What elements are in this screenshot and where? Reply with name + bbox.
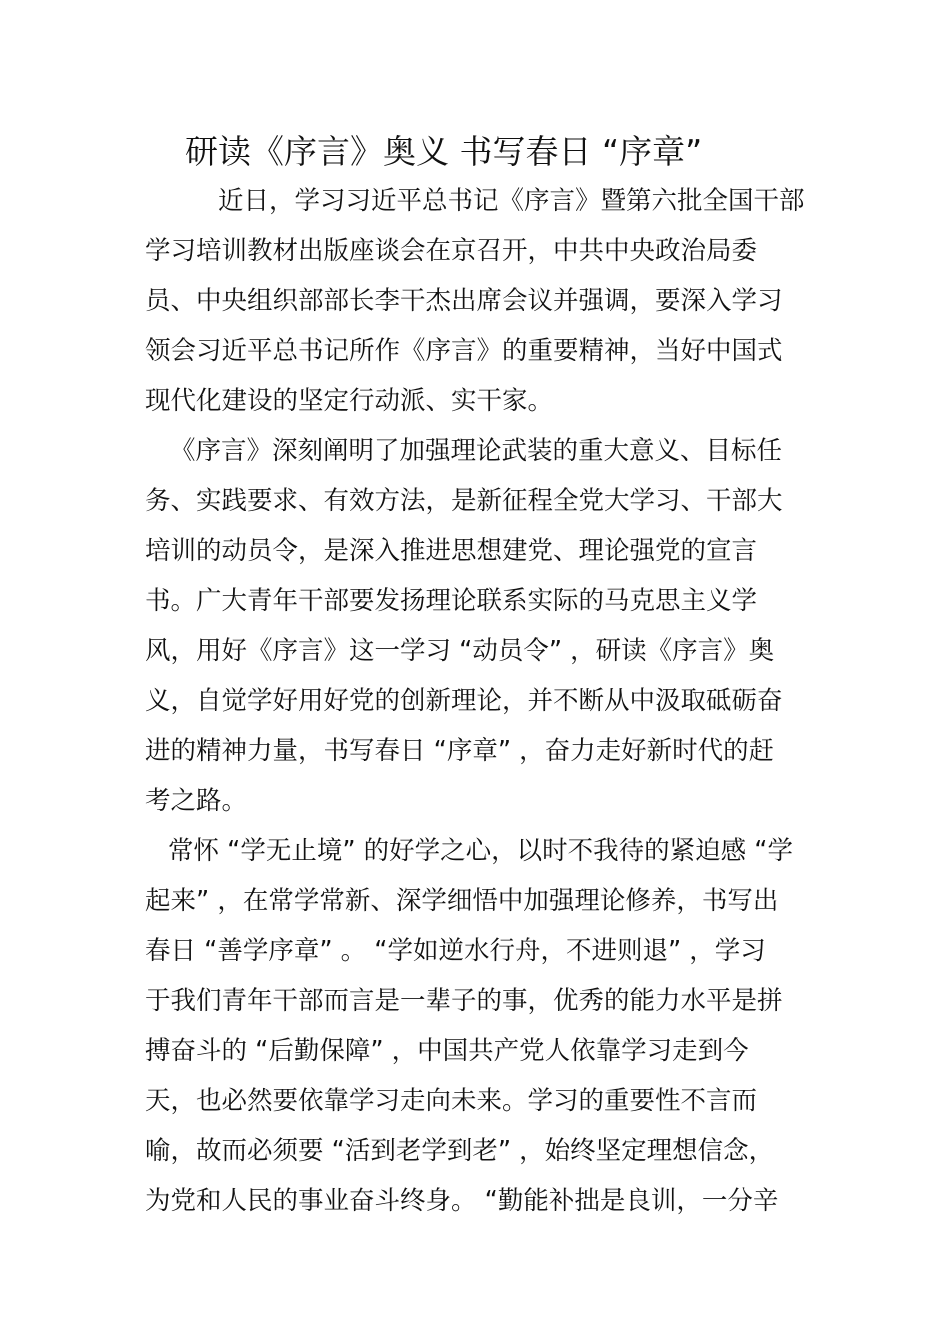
paragraph-1-line-3: 员、中央组织部部长李干杰出席会议并强调，要深入学习 bbox=[145, 286, 783, 316]
paragraph-2-line-6: 义，自觉学好用好党的创新理论，并不断从中汲取砥砺奋 bbox=[145, 686, 783, 716]
paragraph-2-line-5: 风，用好《序言》这一学习 “动员令” ，研读《序言》奥 bbox=[145, 636, 775, 666]
document-title: 研读《序言》奥义 书写春日 “序章” bbox=[185, 132, 703, 171]
paragraph-2-line-1: 《序言》深刻阐明了加强理论武装的重大意义、目标任 bbox=[170, 436, 783, 466]
paragraph-3-line-4: 于我们青年干部而言是一辈子的事，优秀的能力水平是拼 bbox=[145, 986, 783, 1016]
paragraph-3-line-1: 常怀 “学无止境” 的好学之心，以时不我待的紧迫感 “学 bbox=[168, 836, 793, 866]
paragraph-3-line-8: 为党和人民的事业奋斗终身。 “勤能补拙是良训，一分辛 bbox=[145, 1186, 779, 1216]
paragraph-1-line-2: 学习培训教材出版座谈会在京召开，中共中央政治局委 bbox=[145, 236, 758, 266]
paragraph-1-line-4: 领会习近平总书记所作《序言》的重要精神，当好中国式 bbox=[145, 336, 783, 366]
paragraph-2-line-2: 务、实践要求、有效方法，是新征程全党大学习、干部大 bbox=[145, 486, 783, 516]
paragraph-3-line-6: 天，也必然要依靠学习走向未来。学习的重要性不言而 bbox=[145, 1086, 758, 1116]
paragraph-2-line-7: 进的精神力量，书写春日 “序章” ，奋力走好新时代的赶 bbox=[145, 736, 775, 766]
paragraph-2-line-4: 书。广大青年干部要发扬理论联系实际的马克思主义学 bbox=[145, 586, 758, 616]
paragraph-1-line-1: 近日，学习习近平总书记《序言》暨第六批全国干部 bbox=[218, 186, 805, 216]
paragraph-3-line-3: 春日 “善学序章” 。 “学如逆水行舟，不进则退” ，学习 bbox=[145, 936, 766, 966]
paragraph-3-line-2: 起来” ，在常学常新、深学细悟中加强理论修养，书写出 bbox=[145, 886, 779, 916]
paragraph-1-line-5: 现代化建设的坚定行动派、实干家。 bbox=[145, 386, 554, 416]
paragraph-3-line-7: 喻，故而必须要 “活到老学到老” ，始终坚定理想信念， bbox=[145, 1136, 775, 1166]
paragraph-3-line-5: 搏奋斗的 “后勤保障” ，中国共产党人依靠学习走到今 bbox=[145, 1036, 749, 1066]
paragraph-2-line-8: 考之路。 bbox=[145, 786, 248, 816]
paragraph-2-line-3: 培训的动员令，是深入推进思想建党、理论强党的宣言 bbox=[145, 536, 758, 566]
